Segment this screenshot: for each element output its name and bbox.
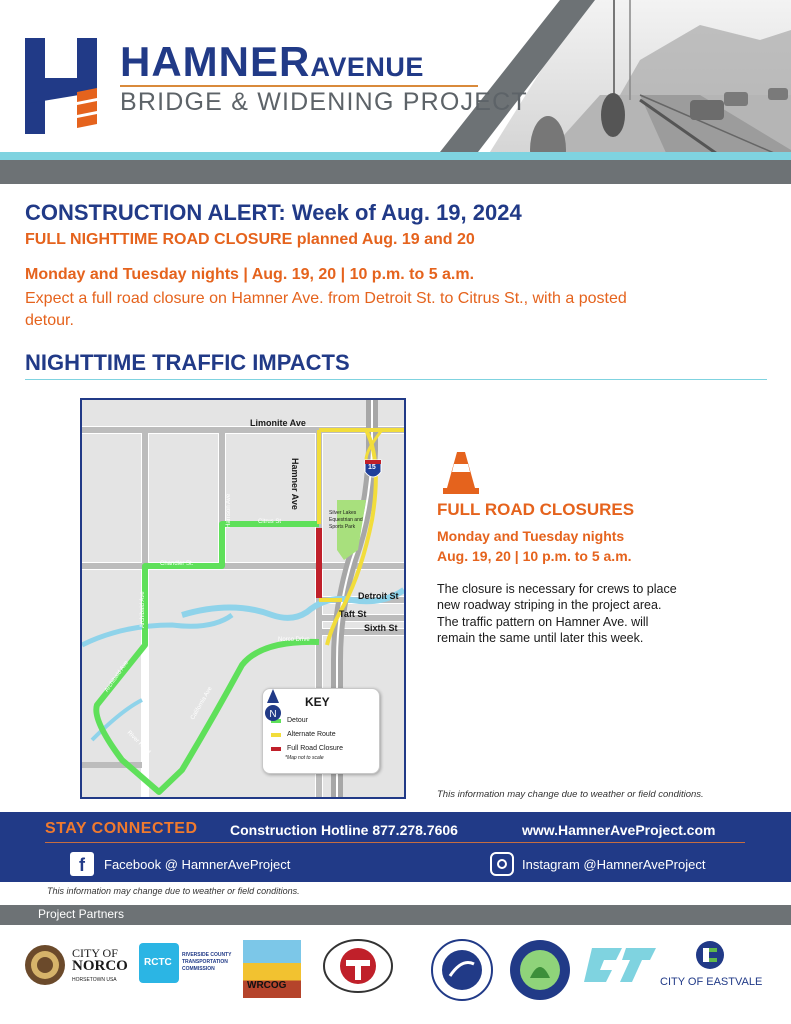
north-label: N xyxy=(269,709,277,720)
alert-subtitle: FULL NIGHTTIME ROAD CLOSURE planned Aug. 19 and 20 xyxy=(25,231,475,248)
map-key-closure-label: Full Road Closure xyxy=(287,745,344,752)
facebook-link[interactable]: Facebook @ HamnerAveProject xyxy=(104,857,291,872)
wrcog-logo-icon xyxy=(243,940,301,998)
norco-name-label: NORCO xyxy=(72,958,128,974)
closure-times: Aug. 19, 20 | 10 p.m. to 5 a.m. xyxy=(437,548,632,564)
norco-tagline: HORSETOWN USA xyxy=(72,977,117,983)
map-key-alternate-label: Alternate Route xyxy=(287,731,336,738)
map-label-archibald-south: Archibald Ave xyxy=(104,660,130,694)
instagram-icon[interactable] xyxy=(490,852,514,876)
map-label-hamner: Hamner Ave xyxy=(290,458,300,510)
map-label-harrison: Harrison Ave xyxy=(226,493,232,528)
footer-disclaimer: This information may change due to weather or field conditions. xyxy=(47,886,300,896)
instagram-link[interactable]: Instagram @HamnerAveProject xyxy=(522,857,706,872)
map-label-chandler: Chandler St. xyxy=(160,561,194,567)
alert-title: CONSTRUCTION ALERT: Week of Aug. 19, 2024 xyxy=(25,200,522,225)
hamner-h-logo-icon xyxy=(25,38,105,134)
facebook-icon[interactable]: f xyxy=(70,852,94,876)
map-key-detour-label: Detour xyxy=(287,717,309,724)
us-dot-seal-icon xyxy=(430,938,494,1002)
closure-disclaimer: This information may change due to weather or field conditions. xyxy=(437,789,704,800)
section-divider xyxy=(25,379,767,380)
north-arrow-icon xyxy=(263,689,283,723)
norco-seal-icon xyxy=(24,944,66,986)
map-key-note: *Map not to scale xyxy=(285,755,324,761)
map-label-norco-drive: Norco Drive xyxy=(278,637,310,643)
closure-days: Monday and Tuesday nights xyxy=(437,528,625,544)
construction-hotline[interactable]: Construction Hotline 877.278.7606 xyxy=(230,822,458,838)
map-label-taft: Taft St xyxy=(339,609,367,619)
eastvale-label: CITY OF EASTVALE xyxy=(660,976,763,988)
closure-title: FULL ROAD CLOSURES xyxy=(437,500,635,519)
map-label-california: California Ave xyxy=(190,686,214,721)
alternate-swatch xyxy=(271,733,281,737)
page-header xyxy=(0,0,791,184)
rctc-name: RIVERSIDE COUNTY TRANSPORTATION COMMISSION xyxy=(182,952,232,972)
project-title-avenue: AVENUE xyxy=(310,52,424,82)
stay-connected-bar xyxy=(0,812,791,882)
eastvale-logo-icon xyxy=(694,940,726,970)
map-label-detroit: Detroit St xyxy=(358,591,399,601)
caltrans-logo-icon xyxy=(582,944,658,984)
county-transportation-seal-icon xyxy=(318,936,398,996)
stay-connected-divider xyxy=(45,842,745,843)
map-label-park: Silver Lakes Equestrian and Sports Park xyxy=(329,510,363,530)
section-title: NIGHTTIME TRAFFIC IMPACTS xyxy=(25,350,350,375)
project-website-link[interactable]: www.HamnerAveProject.com xyxy=(522,822,716,838)
closure-description: The closure is necessary for crews to place new roadway striping in the project area. The traffic pattern on Hamner Ave. will remain the same until later this week. xyxy=(437,582,677,645)
rctc-logo-icon xyxy=(139,943,179,983)
map-label-limonite: Limonite Ave xyxy=(250,418,306,428)
project-title xyxy=(120,38,424,86)
regional-parks-seal-icon xyxy=(508,938,572,1002)
alert-description: Expect a full road closure on Hamner Ave. from Detroit St. to Citrus St., with a posted detour. xyxy=(25,290,627,329)
traffic-cone-icon xyxy=(443,452,479,494)
map-label-sixth: Sixth St xyxy=(364,623,398,633)
project-title-hamner: HAMNER xyxy=(120,38,311,85)
norco-city-label: CITY OF xyxy=(72,946,118,960)
map-label-interstate: 15 xyxy=(368,464,376,471)
alert-schedule: Monday and Tuesday nights | Aug. 19, 20 | 10 p.m. to 5 a.m. xyxy=(25,266,475,283)
map-key-title: KEY xyxy=(305,695,330,709)
stay-connected-title: STAY CONNECTED xyxy=(45,820,198,837)
map-label-archibald: Archibald Ave xyxy=(140,591,146,628)
project-subtitle: BRIDGE & WIDENING PROJECT xyxy=(120,88,528,116)
map-key xyxy=(262,688,380,774)
closure-swatch xyxy=(271,747,281,751)
traffic-map xyxy=(80,398,406,799)
rctc-abbr: RCTC xyxy=(144,957,172,968)
partners-title: Project Partners xyxy=(38,907,125,921)
map-label-river-road: River Road xyxy=(125,730,152,756)
partners-bar xyxy=(0,905,791,925)
map-key-closure xyxy=(271,745,343,752)
title-divider xyxy=(120,85,478,87)
map-label-citrus: Citrus St xyxy=(258,519,282,525)
wrcog-label: WRCOG xyxy=(247,980,287,991)
map-key-alternate xyxy=(271,731,336,738)
